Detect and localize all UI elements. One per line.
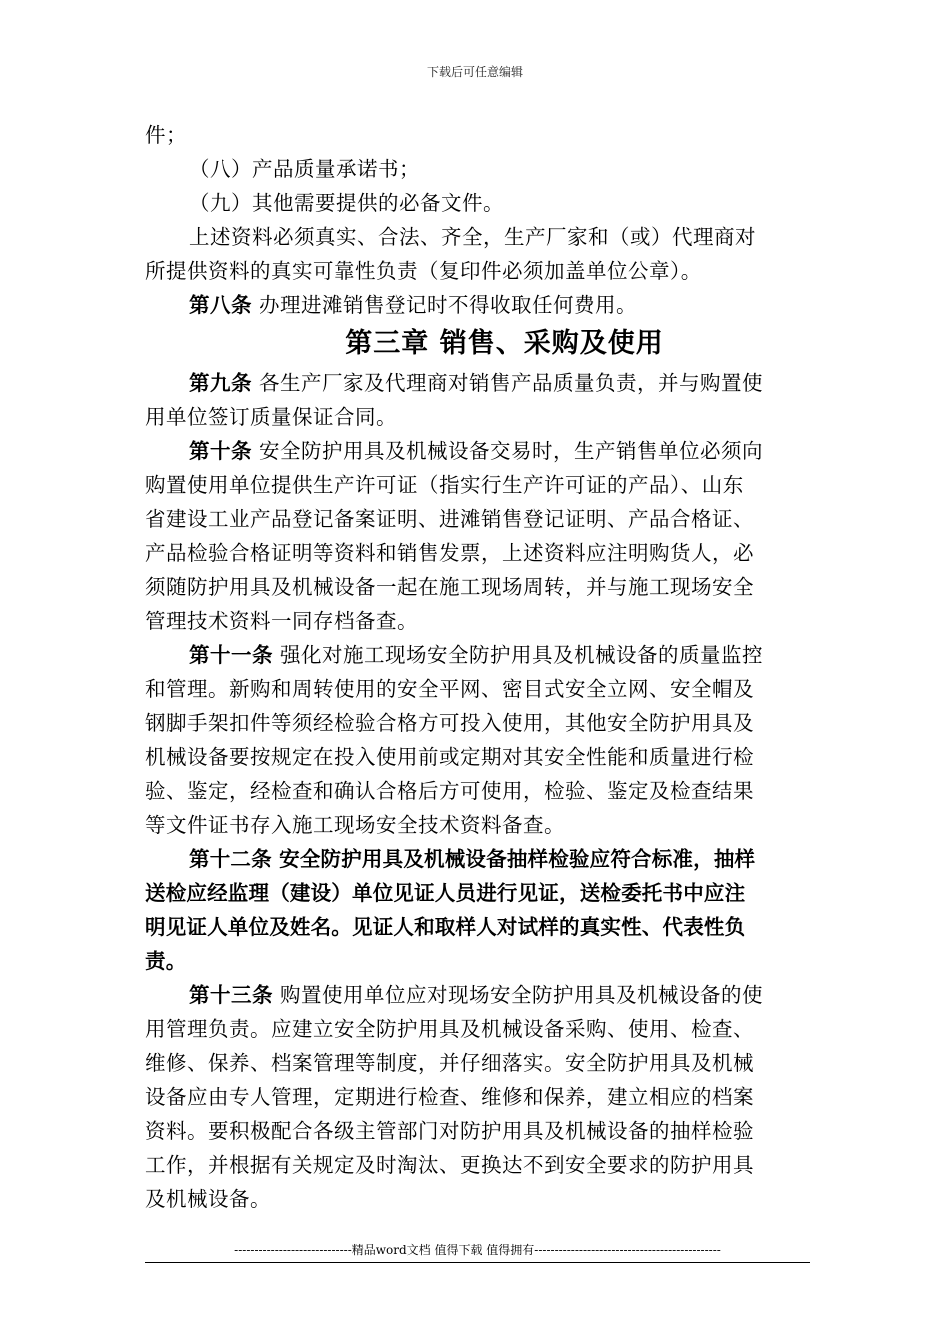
article-label: 第十三条 bbox=[189, 983, 273, 1007]
paragraph-line: 验、鉴定，经检查和确认合格后方可使用，检验、鉴定及检查结果 bbox=[145, 779, 754, 803]
paragraph-line: 产品检验合格证明等资料和销售发票，上述资料应注明购货人，必 bbox=[145, 541, 754, 565]
paragraph-line: 钢脚手架扣件等须经检验合格方可投入使用，其他安全防护用具及 bbox=[145, 711, 754, 735]
article-13 bbox=[145, 978, 810, 1012]
article-label: 第十一条 bbox=[189, 643, 273, 667]
paragraph-line: 用管理负责。应建立安全防护用具及机械设备采购、使用、检查、 bbox=[145, 1017, 754, 1041]
list-item-9: （九）其他需要提供的必备文件。 bbox=[189, 191, 504, 215]
paragraph-line: 所提供资料的真实可靠性负责（复印件必须加盖单位公章）。 bbox=[145, 259, 702, 283]
article-text: 各生产厂家及代理商对销售产品质量负责，并与购置使 bbox=[252, 371, 764, 395]
footer-divider bbox=[145, 1262, 810, 1263]
chapter-heading: 第三章 销售、采购及使用 bbox=[345, 328, 664, 359]
paragraph-line: 购置使用单位提供生产许可证（指实行生产许可证的产品）、山东 bbox=[145, 473, 744, 497]
article-text: 办理进滩销售登记时不得收取任何费用。 bbox=[252, 293, 638, 317]
article-12: 第十二条 安全防护用具及机械设备抽样检验应符合标准，抽样 bbox=[189, 847, 756, 871]
page-header: 下载后可任意编辑 bbox=[426, 65, 523, 79]
list-item-8: （八）产品质量承诺书； bbox=[189, 157, 420, 181]
paragraph-line: 资料。要积极配合各级主管部门对防护用具及机械设备的抽样检验 bbox=[145, 1119, 754, 1143]
paragraph-line: 和管理。新购和周转使用的安全平网、密目式安全立网、安全帽及 bbox=[145, 677, 754, 701]
article-label: 第九条 bbox=[189, 371, 252, 395]
paragraph-line: 管理技术资料一同存档备查。 bbox=[145, 609, 418, 633]
paragraph-line: 责。 bbox=[145, 949, 187, 973]
paragraph-line: 送检应经监理（建设）单位见证人员进行见证，送检委托书中应注 bbox=[145, 881, 746, 905]
paragraph-line: 机械设备要按规定在投入使用前或定期对其安全性能和质量进行检 bbox=[145, 745, 754, 769]
article-10 bbox=[145, 434, 810, 468]
page-footer: -----------------------------精品word文档 值得下载 值得拥有---------------------------------------------- bbox=[234, 1243, 721, 1257]
paragraph-line: 等文件证书存入施工现场安全技术资料备查。 bbox=[145, 813, 565, 837]
paragraph-line: 维修、保养、档案管理等制度，并仔细落实。安全防护用具及机械 bbox=[145, 1051, 754, 1075]
article-label: 第八条 bbox=[189, 293, 252, 317]
paragraph-line: 及机械设备。 bbox=[145, 1187, 271, 1211]
article-text: 强化对施工现场安全防护用具及机械设备的质量监控 bbox=[273, 643, 764, 667]
article-8 bbox=[145, 288, 810, 322]
article-text: 购置使用单位应对现场安全防护用具及机械设备的使 bbox=[273, 983, 764, 1007]
article-label: 第十条 bbox=[189, 439, 252, 463]
article-9 bbox=[145, 366, 810, 400]
article-text: 安全防护用具及机械设备交易时，生产销售单位必须向 bbox=[252, 439, 764, 463]
document-body bbox=[145, 118, 810, 1216]
paragraph-line: 件； bbox=[145, 123, 187, 147]
paragraph-line: 上述资料必须真实、合法、齐全，生产厂家和（或）代理商对 bbox=[189, 225, 756, 249]
article-11 bbox=[145, 638, 810, 672]
paragraph-line: 明见证人单位及姓名。见证人和取样人对试样的真实性、代表性负 bbox=[145, 915, 746, 939]
paragraph-line: 省建设工业产品登记备案证明、进滩销售登记证明、产品合格证、 bbox=[145, 507, 754, 531]
paragraph-line: 须随防护用具及机械设备一起在施工现场周转，并与施工现场安全 bbox=[145, 575, 754, 599]
paragraph-line: 用单位签订质量保证合同。 bbox=[145, 405, 397, 429]
paragraph-line: 设备应由专人管理，定期进行检查、维修和保养，建立相应的档案 bbox=[145, 1085, 754, 1109]
paragraph-line: 工作，并根据有关规定及时淘汰、更换达不到安全要求的防护用具 bbox=[145, 1153, 754, 1177]
